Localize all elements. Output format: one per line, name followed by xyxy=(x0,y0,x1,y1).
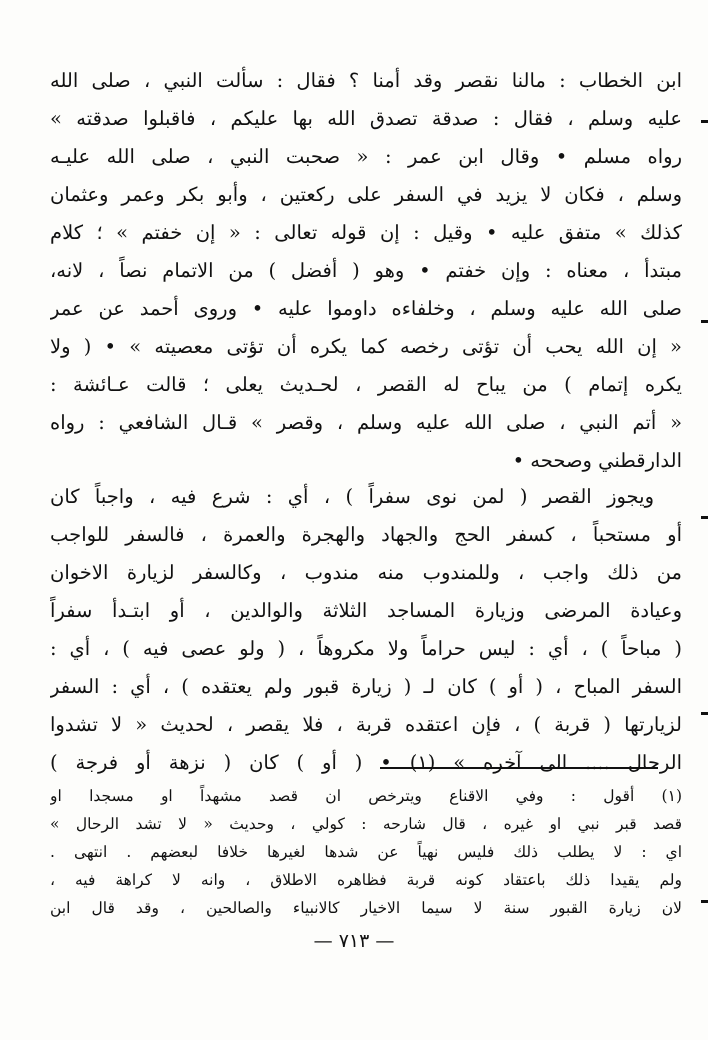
text-line: عليه وسلم ، فقال : صدقة تصدق الله بها عليكم ، فاقبلوا صدقته » xyxy=(50,107,682,130)
text-line: يكره إتمام ) من يباح له القصر ، لحـديث يعلى ؛ قالت عـائشة : xyxy=(50,373,682,396)
text-line: كذلك » متفق عليه • وقيل : إن قوله تعالى : « إن خفتم » ؛ كلام xyxy=(50,221,682,244)
scan-edge-mark xyxy=(701,120,708,123)
footnote-line: لان زيارة القبور سنة لا سيما الاخيار كالانبياء والصالحين ، وقد قال ابن xyxy=(50,899,682,917)
main-paragraph xyxy=(50,62,682,480)
text-line: وسلم ، فكان لا يزيد في السفر على ركعتين ، وأبو بكر وعمر وعثمان xyxy=(50,183,682,206)
footnote-line: (١) أقول : وفي الاقناع ويترخص ان قصد مشهداً او مسجدا او xyxy=(50,787,682,805)
scan-edge-mark xyxy=(701,900,708,903)
text-line: ويجوز القصر ( لمن نوى سفراً ) ، أي : شرع فيه ، واجباً كان xyxy=(50,485,654,508)
footnote-divider xyxy=(380,767,658,769)
scan-edge-mark xyxy=(701,516,708,519)
text-line: لزيارتها ( قربة ) ، فإن اعتقده قربة ، فلا يقصر ، لحديث « لا تشدوا xyxy=(50,713,682,736)
footnote xyxy=(50,782,682,922)
text-line: مبتدأ ، معناه : وإن خفتم • وهو ( أفضل ) من الاتمام نصاً ، لانه، xyxy=(50,259,682,282)
text-line: ابن الخطاب : مالنا نقصر وقد أمنا ؟ فقال : سألت النبي ، صلى الله xyxy=(50,69,682,92)
footnote-line: اي : لا يطلب ذلك فليس نهياً عن شدها لغيرها خلافا لبعضهم . انتهى . xyxy=(50,843,682,861)
text-line: وعيادة المرضى وزيارة المساجد الثلاثة والوالدين ، أو ابتـدأ سفراً xyxy=(50,599,682,622)
text-line: الدارقطني وصححه • xyxy=(512,449,682,472)
scan-edge-mark xyxy=(701,320,708,323)
footnote-line: ولم يقيدا ذلك باعتقاد كونه قربة فظاهره الاطلاق ، وانه لا كراهة فيه ، xyxy=(50,871,682,889)
text-line: ( مباحاً ) ، أي : ليس حراماً ولا مكروهاً ، ( ولو عصى فيه ) ، أي : xyxy=(50,637,682,660)
text-line: الرحال .... الى آخره » (١) • ( أو ) كان ( نزهة أو فرجة ) xyxy=(50,751,682,774)
footnote-line: قصد قبر نبي او غيره ، قال شارحه : كولي ، وحديث « لا تشد الرحال » xyxy=(50,815,682,833)
text-line: أو مستحباً ، كسفر الحج والجهاد والهجرة والعمرة ، فالسفر للواجب xyxy=(50,523,682,546)
second-paragraph xyxy=(50,478,682,782)
text-line: « أتم النبي ، صلى الله عليه وسلم ، وقصر » قـال الشافعي : رواه xyxy=(50,411,682,434)
page-number: — ٧١٣ — xyxy=(313,930,395,952)
text-line: من ذلك واجب ، وللمندوب منه مندوب ، وكالسفر لزيارة الاخوان xyxy=(50,561,682,584)
text-line: رواه مسلم • وقال ابن عمر : « صحبت النبي ، صلى الله عليـه xyxy=(50,145,682,168)
scan-edge-mark xyxy=(701,712,708,715)
text-line: صلى الله عليه وسلم ، وخلفاءه داوموا عليه • وروى أحمد عن عمر xyxy=(50,297,682,320)
text-line: « إن الله يحب أن تؤتى رخصه كما يكره أن تؤتى معصيته » • ( ولا xyxy=(50,335,682,358)
text-line: السفر المباح ، ( أو ) كان لـ ( زيارة قبور ولم يعتقده ) ، أي : السفر xyxy=(50,675,682,698)
